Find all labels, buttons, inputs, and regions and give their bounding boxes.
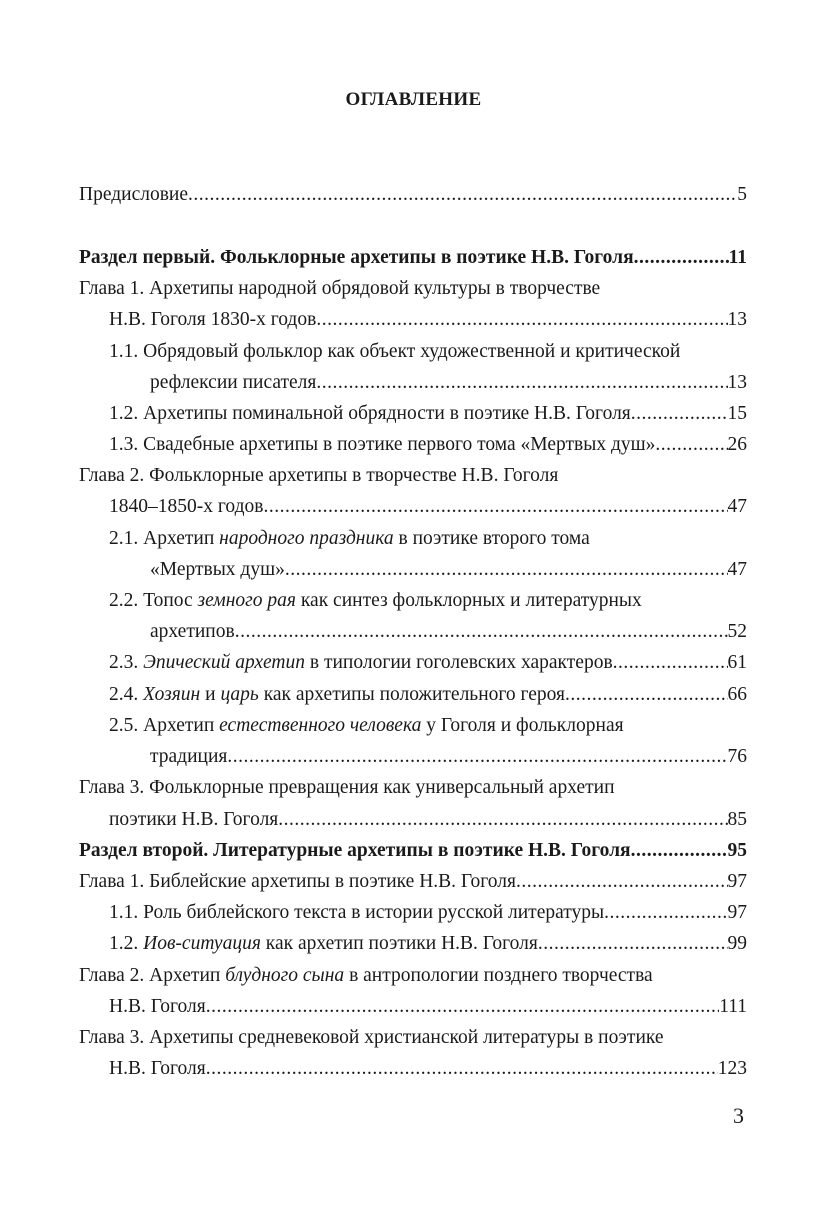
toc-entry-chapter-1-1-cont[interactable]: Н.В. Гоголя 1830-х годов ..... 13 [109,307,747,333]
page-ref: 76 [727,746,747,767]
page-ref: 5 [737,184,747,205]
toc-entry-chapter-2-3-cont[interactable]: Н.В. Гоголя ..... 123 [109,1056,747,1082]
toc-entry-2-2-cont[interactable]: архетипов ..... 52 [150,619,747,645]
toc-entry-chapter-1-2[interactable]: Глава 2. Фольклорные архетипы в творчестве Н.В. Гоголя [79,465,559,486]
page-ref: 11 [728,247,747,268]
toc-entry-chapter-2-2[interactable]: Глава 2. Архетип блудного сына в антропологии позднего творчества [79,965,653,986]
toc-entry-chapter-1-3[interactable]: Глава 3. Фольклорные превращения как универсальный архетип [79,777,615,798]
toc-entry-1-1-cont[interactable]: рефлексии писателя ..... 13 [150,370,747,396]
toc-entry-2-2[interactable]: 2.2. Топос земного рая как синтез фольклорных и литературных [109,590,642,611]
toc-entry-1-2[interactable]: 1.2. Архетипы поминальной обрядности в поэтике Н.В. Гоголя ..... 15 [109,401,747,427]
page-ref: 111 [719,996,747,1017]
page-number: 3 [733,1103,744,1128]
toc-entry-s2-1-1[interactable]: 1.1. Роль библейского текста в истории русской литературы ..... 97 [109,900,747,926]
page-ref: 26 [727,434,747,455]
page-ref: 47 [727,496,747,517]
toc-entry-section-1[interactable]: Раздел первый. Фольклорные архетипы в поэтике Н.В. Гоголя ..... 11 [79,245,747,271]
page-ref: 66 [727,684,747,705]
page-ref: 97 [727,902,747,923]
toc-entry-chapter-2-3[interactable]: Глава 3. Архетипы средневековой христианской литературы в поэтике [79,1027,664,1048]
toc-entry-2-5-cont[interactable]: традиция ..... 76 [150,744,747,770]
toc-entry-preface[interactable]: Предисловие ..... 5 [79,182,747,208]
toc-entry-chapter-1-3-cont[interactable]: поэтики Н.В. Гоголя ..... 85 [109,807,747,833]
page-ref: 15 [727,403,747,424]
toc-entry-2-3[interactable]: 2.3. Эпический архетип в типологии гоголевских характеров ..... 61 [109,650,747,676]
toc-entry-1-1[interactable]: 1.1. Обрядовый фольклор как объект художественной и критической [109,341,681,362]
toc-entry-chapter-2-1[interactable]: Глава 1. Библейские архетипы в поэтике Н.В. Гоголя ..... 97 [79,869,747,895]
page-ref: 13 [727,309,747,330]
toc-entry-2-4[interactable]: 2.4. Хозяин и царь как архетипы положительного героя ..... 66 [109,682,747,708]
toc-entry-2-1[interactable]: 2.1. Архетип народного праздника в поэтике второго тома [109,528,590,549]
page-ref: 85 [727,809,747,830]
toc-title: ОГЛАВЛЕНИЕ [345,89,482,110]
toc-entry-chapter-2-2-cont[interactable]: Н.В. Гоголя ..... 111 [109,994,747,1020]
page-ref: 47 [727,559,747,580]
toc-entry-1-3[interactable]: 1.3. Свадебные архетипы в поэтике первого тома «Мертвых душ» ..... 26 [109,432,747,458]
toc-entry-s2-1-2[interactable]: 1.2. Иов-ситуация как архетип поэтики Н.В. Гоголя ..... 99 [109,931,747,957]
page-ref: 61 [727,652,747,673]
toc-entry-2-1-cont[interactable]: «Мертвых душ» ..... 47 [150,557,747,583]
page-ref: 95 [727,840,747,861]
page-ref: 97 [727,871,747,892]
toc-entry-chapter-1-1[interactable]: Глава 1. Архетипы народной обрядовой культуры в творчестве [79,278,601,299]
page-ref: 52 [727,621,747,642]
toc-entry-section-2[interactable]: Раздел второй. Литературные архетипы в поэтике Н.В. Гоголя ..... 95 [79,838,747,864]
page-ref: 13 [727,372,747,393]
page-ref: 99 [727,933,747,954]
toc-entry-chapter-1-2-cont[interactable]: 1840–1850-х годов ..... 47 [109,494,747,520]
toc-entry-2-5[interactable]: 2.5. Архетип естественного человека у Гоголя и фольклорная [109,715,624,736]
page-ref: 123 [717,1058,747,1079]
